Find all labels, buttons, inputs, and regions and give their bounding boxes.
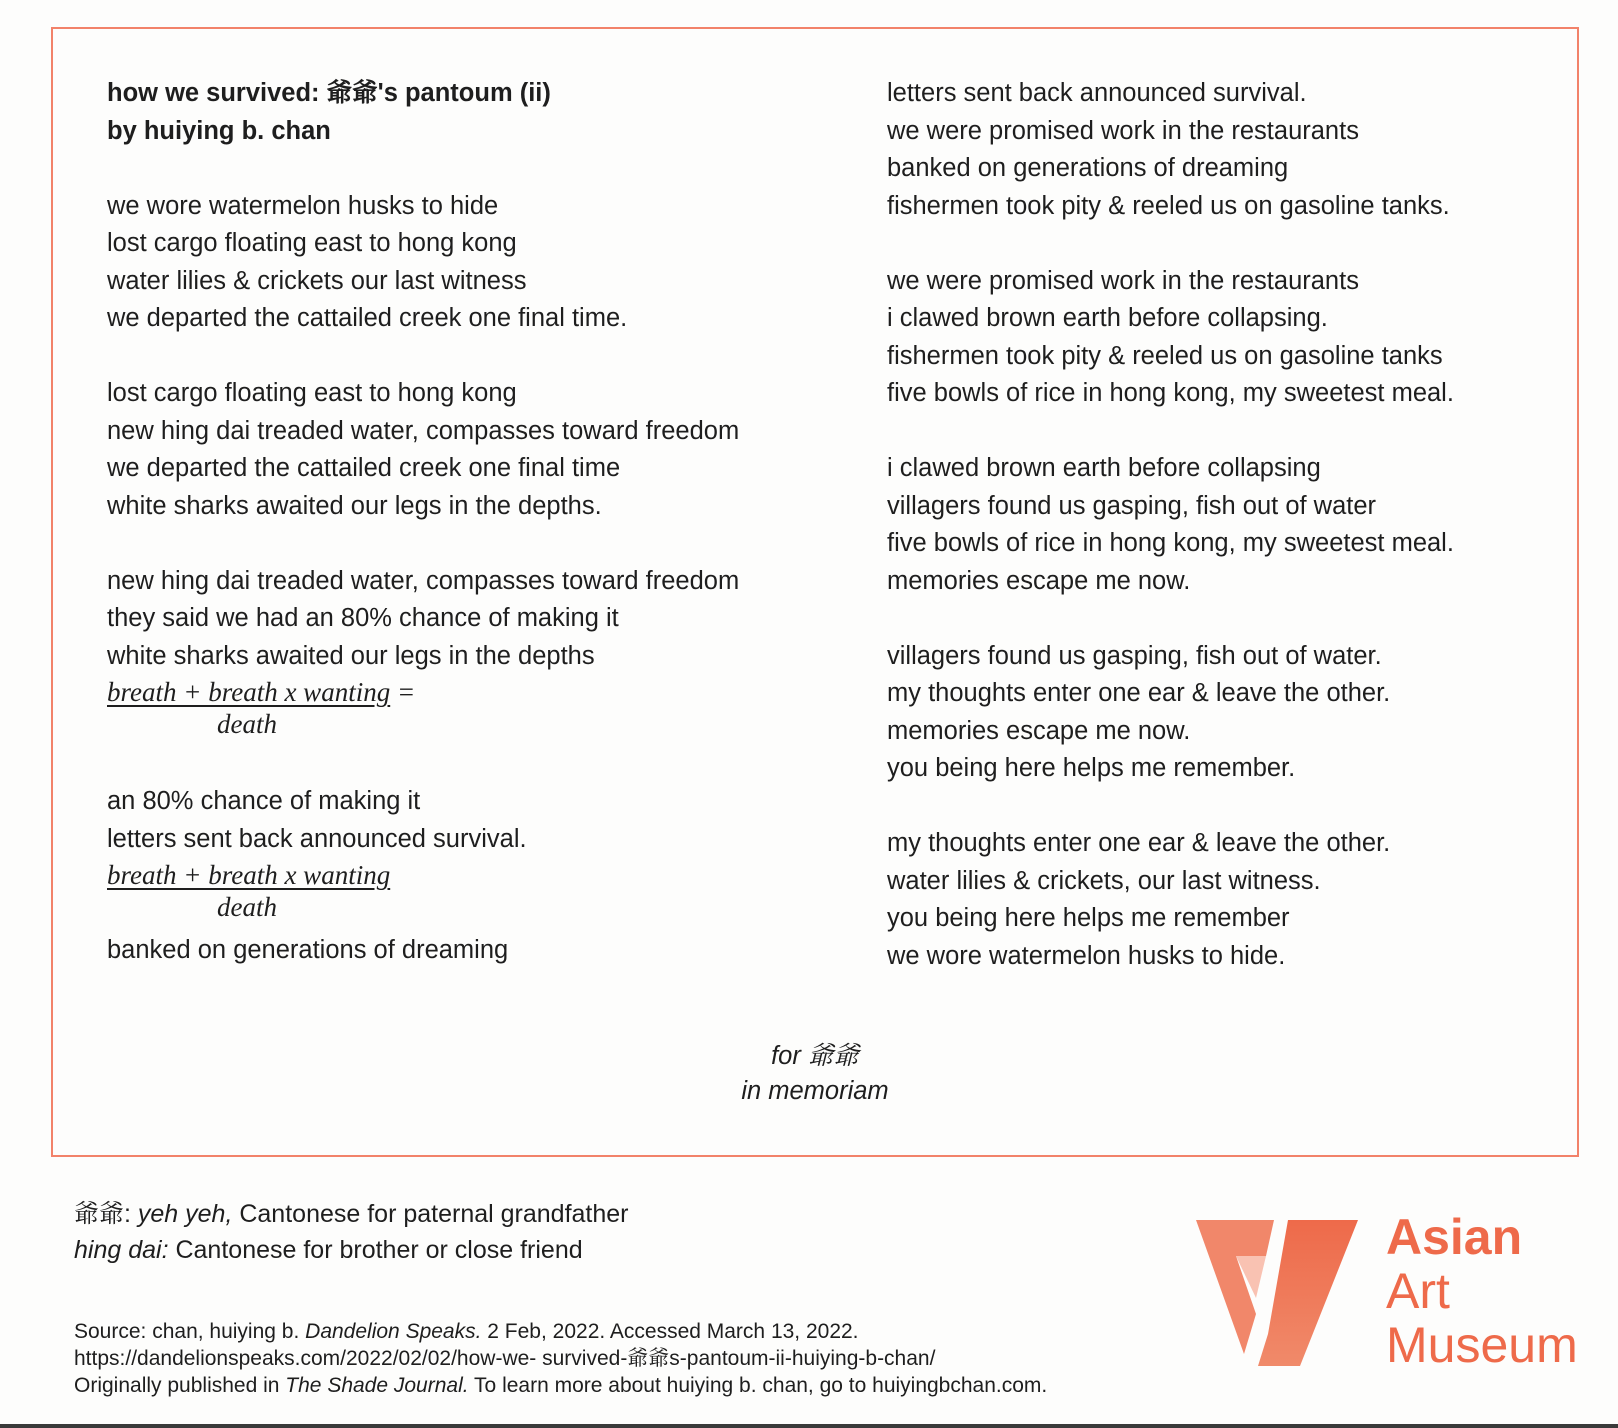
poem-line: we departed the cattailed creek one final time	[107, 454, 621, 482]
left-stanza-3	[107, 563, 827, 676]
asian-art-museum-logo	[1196, 1210, 1576, 1380]
source-text: 2 Feb, 2022. Accessed March 13, 2022.	[481, 1320, 859, 1343]
poem-line: lost cargo floating east to hong kong	[107, 229, 517, 257]
poem-line: fishermen took pity & reeled us on gasoline tanks.	[887, 191, 1450, 220]
poem-line: memories escape me now.	[887, 566, 1191, 595]
poem-line: we were promised work in the restaurants	[887, 116, 1359, 145]
poem-line: white sharks awaited our legs in the depths.	[107, 491, 602, 520]
poem-byline: by huiying b. chan	[107, 116, 331, 145]
poem-line: banked on generations of dreaming	[887, 154, 1289, 182]
poem-line: water lilies & crickets, our last witness.	[887, 866, 1321, 895]
logo-word-museum: Museum	[1386, 1317, 1578, 1373]
equation-1	[107, 677, 827, 741]
left-stanza-2	[107, 375, 827, 525]
source-text: Originally published in	[74, 1374, 286, 1397]
poem-line: memories escape me now.	[887, 716, 1191, 745]
logo-wordmark	[1386, 1210, 1578, 1372]
poem-line: banked on generations of dreaming	[107, 936, 509, 964]
source-text: Source: chan, huiying b.	[74, 1320, 306, 1343]
poem-right-column	[887, 75, 1567, 1013]
equation-denominator: death	[217, 709, 277, 739]
poem-line: we departed the cattailed creek one final time.	[107, 304, 628, 332]
poem-line: letters sent back announced survival.	[887, 79, 1307, 107]
equation-numerator: breath + breath x wanting	[107, 860, 391, 890]
poem-line: new hing dai treaded water, compasses toward freedom	[107, 416, 740, 445]
glossary-entry	[74, 1196, 629, 1232]
bottom-rule	[0, 1424, 1618, 1428]
right-stanza-5	[887, 825, 1567, 975]
poem-line: i clawed brown earth before collapsing	[887, 454, 1321, 482]
poem-line: we wore watermelon husks to hide	[107, 191, 499, 220]
left-stanza-4	[107, 783, 827, 970]
source-publication: Dandelion Speaks.	[305, 1320, 482, 1343]
equation-numerator: breath + breath x wanting	[107, 677, 391, 707]
poem-title: how we survived: 爺爺's pantoum (ii)	[107, 79, 551, 107]
right-stanza-2	[887, 263, 1567, 413]
poem-left-column	[107, 75, 827, 970]
source-url[interactable]: https://dandelionspeaks.com/2022/02/02/how-we- survived-爺爺s-pantoum-ii-huiying-b-chan/	[74, 1347, 936, 1370]
source-line-1	[74, 1318, 1047, 1345]
poem-line: white sharks awaited our legs in the depths	[107, 641, 595, 670]
poem-frame	[51, 27, 1579, 1157]
poem-line: my thoughts enter one ear & leave the other.	[887, 829, 1391, 857]
poem-line: villagers found us gasping, fish out of water.	[887, 641, 1382, 670]
glossary-term: 爺爺:	[74, 1200, 131, 1228]
poem-line: five bowls of rice in hong kong, my sweetest meal.	[887, 529, 1454, 557]
poem-line: lost cargo floating east to hong kong	[107, 379, 517, 407]
glossary-definition: Cantonese for paternal grandfather	[232, 1200, 629, 1228]
glossary-term-romanization: hing dai:	[74, 1236, 169, 1264]
poem-line: you being here helps me remember	[887, 904, 1290, 932]
poem-line: an 80% chance of making it	[107, 787, 421, 815]
poem-line: my thoughts enter one ear & leave the other.	[887, 679, 1391, 707]
source-text: To learn more about huiying b. chan, go to huiyingbchan.com.	[468, 1374, 1048, 1397]
poem-line: five bowls of rice in hong kong, my sweetest meal.	[887, 379, 1454, 407]
poem-line: letters sent back announced survival.	[107, 824, 527, 853]
poem-line: new hing dai treaded water, compasses toward freedom	[107, 566, 740, 595]
dedication	[53, 1039, 1577, 1109]
left-stanza-1	[107, 188, 827, 338]
museum-mark-icon	[1196, 1214, 1366, 1374]
poem-line: villagers found us gasping, fish out of water	[887, 491, 1377, 520]
poem-line: you being here helps me remember.	[887, 754, 1296, 782]
poem-line: fishermen took pity & reeled us on gasoline tanks	[887, 341, 1443, 370]
poem-line: i clawed brown earth before collapsing.	[887, 304, 1328, 332]
source-journal: The Shade Journal.	[285, 1374, 469, 1397]
glossary	[74, 1196, 629, 1268]
dedication-line-2: in memoriam	[741, 1077, 889, 1105]
poem-line: we were promised work in the restaurants	[887, 266, 1359, 295]
source-line-3	[74, 1372, 1047, 1399]
equation-equals: =	[390, 677, 416, 707]
equation-denominator: death	[217, 892, 277, 922]
logo-word-asian: Asian	[1386, 1209, 1523, 1265]
glossary-term-romanization: yeh yeh,	[130, 1200, 233, 1228]
logo-word-art: Art	[1386, 1263, 1450, 1319]
right-stanza-1	[887, 75, 1567, 225]
poem-line: they said we had an 80% chance of making it	[107, 604, 619, 632]
right-stanza-4	[887, 638, 1567, 788]
dedication-line-1: for 爺爺	[771, 1042, 859, 1070]
poem-line: water lilies & crickets our last witness	[107, 266, 527, 295]
glossary-definition: Cantonese for brother or close friend	[168, 1236, 583, 1264]
poem-line: we wore watermelon husks to hide.	[887, 941, 1286, 970]
glossary-entry	[74, 1232, 629, 1268]
source-citation	[74, 1318, 1047, 1399]
equation-2	[107, 860, 827, 924]
right-stanza-3	[887, 450, 1567, 600]
